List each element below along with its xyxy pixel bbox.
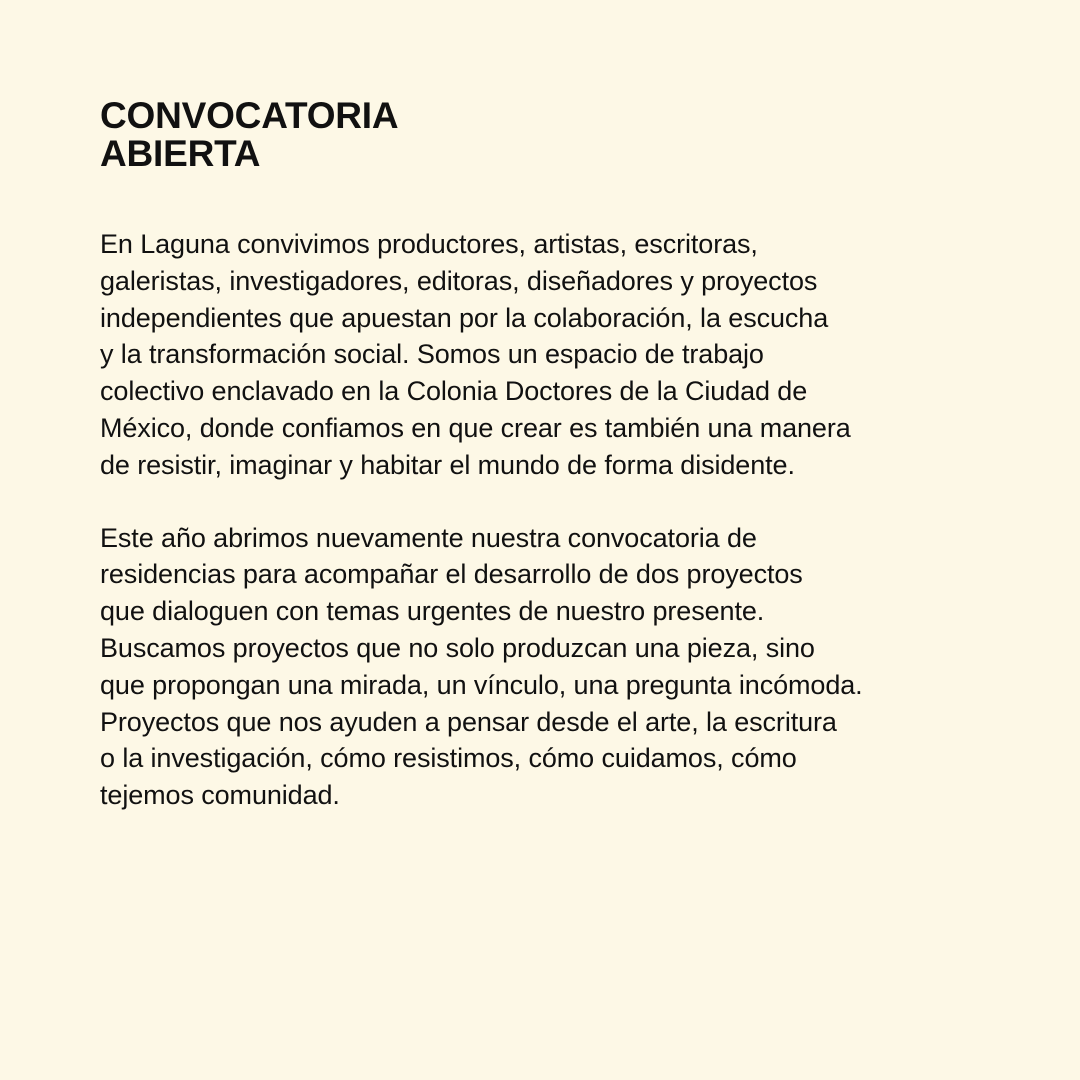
content-area <box>100 97 990 814</box>
paragraph-line: colectivo enclavado en la Colonia Doctores de la Ciudad de <box>100 376 808 407</box>
paragraph-line: Proyectos que nos ayuden a pensar desde el arte, la escritura <box>100 706 837 737</box>
call-paragraph <box>100 520 990 814</box>
paragraph-line: de resistir, imaginar y habitar el mundo de forma disidente. <box>100 449 795 480</box>
paragraph-line: galeristas, investigadores, editoras, diseñadores y proyectos <box>100 265 818 296</box>
paragraph-line: Buscamos proyectos que no solo produzcan una pieza, sino <box>100 632 815 663</box>
title-line: ABIERTA <box>100 133 261 174</box>
paragraph-line: En Laguna convivimos productores, artistas, escritoras, <box>100 229 758 259</box>
paragraph-line: que dialoguen con temas urgentes de nuestro presente. <box>100 596 765 627</box>
paragraph-line: México, donde confiamos en que crear es también una manera <box>100 412 851 443</box>
paragraph-line: residencias para acompañar el desarrollo de dos proyectos <box>100 559 803 590</box>
paragraph-line: o la investigación, cómo resistimos, cómo cuidamos, cómo <box>100 743 797 774</box>
title-line: CONVOCATORIA <box>100 95 399 136</box>
paragraph-line: tejemos comunidad. <box>100 780 340 811</box>
paragraph-line: que propongan una mirada, un vínculo, una pregunta incómoda. <box>100 669 863 700</box>
page-title <box>100 97 990 173</box>
paragraph-line: y la transformación social. Somos un espacio de trabajo <box>100 339 764 370</box>
intro-paragraph <box>100 226 990 484</box>
paragraph-line: Este año abrimos nuevamente nuestra convocatoria de <box>100 522 757 553</box>
paragraph-line: independientes que apuestan por la colaboración, la escucha <box>100 302 829 333</box>
